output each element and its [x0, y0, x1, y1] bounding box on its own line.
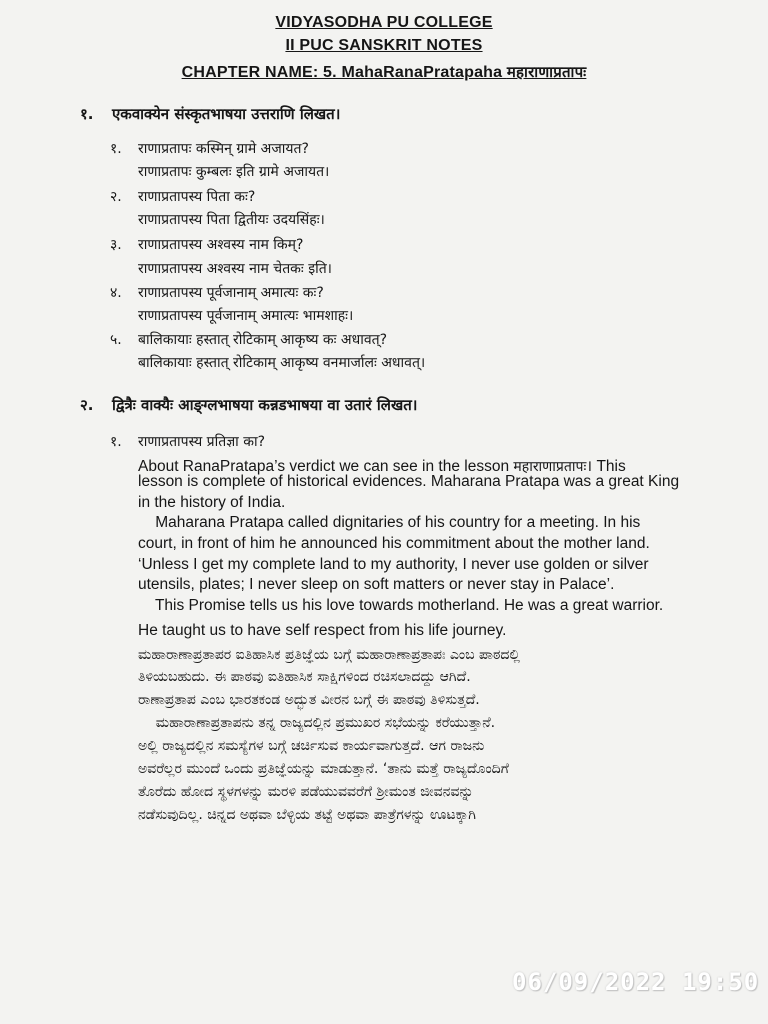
english-line: utensils, plates; I never sleep on soft matters or never stay in Palace’.: [138, 576, 615, 593]
chapter-title: [0, 62, 768, 82]
english-line: This Promise tells us his love towards motherland. He was a great warrior.: [138, 597, 664, 614]
kannada-line: ತಿಳಿಯಬಹುದು. ಈ ಪಾಠವು ಐತಿಹಾಸಿಕ ಸಾಕ್ಷಿಗಳಿಂದ ರಚಿಸಲಾದದ್ದು ಆಗಿದೆ.: [138, 669, 471, 685]
chapter-label: CHAPTER NAME: 5. MahaRanaPratapaha: [181, 64, 507, 81]
lesson-name: महाराणाप्रतापः: [513, 459, 587, 475]
section2-question: [110, 432, 265, 451]
answer-5: बालिकायाः हस्तात् रोटिकाम् आकृष्य वनमार्जालः अधावत्।: [138, 355, 426, 371]
answer-4: राणाप्रतापस्य पूर्वजानाम् अमात्यः भामशाहः।: [138, 308, 354, 324]
kannada-line: ಅಲ್ಲಿ ರಾಜ್ಯದಲ್ಲಿನ ಸಮಸ್ಯೆಗಳ ಬಗ್ಗೆ ಚರ್ಚಿಸುವ ಕಾರ್ಯವಾಗುತ್ತದೆ. ಆಗ ರಾಜನು: [138, 738, 485, 754]
english-line: court, in front of him he announced his commitment about the mother land.: [138, 535, 650, 552]
question-number: २.: [110, 189, 122, 205]
english-line: lesson is complete of historical evidences. Maharana Pratapa was a great King: [138, 473, 680, 490]
kannada-line: ಮಹಾರಾಣಾಪ್ರತಾಪನು ತನ್ನ ರಾಜ್ಯದಲ್ಲಿನ ಪ್ರಮುಖರ ಸಭೆಯನ್ನು ಕರೆಯುತ್ತಾನೆ.: [138, 715, 496, 731]
english-line: Maharana Pratapa called dignitaries of his country for a meeting. In his: [138, 514, 641, 531]
question-text: राणाप्रतापस्य अश्वस्य नाम किम्?: [138, 237, 304, 253]
section-number: १.: [80, 105, 94, 123]
question-text: राणाप्रतापस्य पूर्वजानाम् अमात्यः कः?: [138, 285, 324, 301]
question-number: १.: [110, 141, 122, 157]
english-line: He taught us to have self respect from his life journey.: [138, 622, 507, 639]
english-line: ‘Unless I get my complete land to my authority, I never use golden or silver: [138, 556, 649, 573]
kannada-line: ಮಹಾರಾಣಾಪ್ರತಾಪರ ಐತಿಹಾಸಿಕ ಪ್ರತಿಜ್ಞೆಯ ಬಗ್ಗೆ ಮಹಾರಾಣಾಪ್ರತಾಪಃ ಎಂಬ ಪಾಠದಲ್ಲಿ: [138, 647, 521, 663]
question-1: [110, 139, 309, 158]
english-text: । This: [586, 458, 626, 475]
question-number: ४.: [110, 285, 122, 301]
kannada-line: ಅವರೆಲ್ಲರ ಮುಂದೆ ಒಂದು ಪ್ರತಿಜ್ಞೆಯನ್ನು ಮಾಡುತ್ತಾನೆ. ‘ತಾನು ಮತ್ತೆ ರಾಜ್ಯದೊಂದಿಗೆ: [138, 761, 509, 777]
kannada-line: ತೊರೆದು ಹೋದ ಸ್ಥಳಗಳನ್ನು ಮರಳಿ ಪಡೆಯುವವರೆಗೆ ಶ್ರೀಮಂತ ಜೀವನವನ್ನು: [138, 784, 474, 800]
section-title: द्वित्रैः वाक्यैः आङ्ग्लभाषया कन्नडभाषया वा उतारं लिखत।: [112, 396, 418, 414]
english-text: About RanaPratapa’s verdict we can see in the lesson: [138, 458, 514, 475]
english-line: in the history of India.: [138, 494, 286, 511]
answer-3: राणाप्रतापस्य अश्वस्य नाम चेतकः इति।: [138, 261, 332, 277]
question-3: [110, 235, 304, 254]
photo-timestamp: 06/09/2022 19:50: [512, 968, 760, 996]
question-number: ५.: [110, 332, 122, 348]
answer-2: राणाप्रतापस्य पिता द्वितीयः उदयसिंहः।: [138, 212, 325, 228]
question-text: बालिकायाः हस्तात् रोटिकाम् आकृष्य कः अधावत्?: [138, 332, 388, 348]
subject-title: II PUC SANSKRIT NOTES: [285, 37, 483, 54]
question-text: राणाप्रतापस्य पिता कः?: [138, 189, 256, 205]
question-4: [110, 283, 324, 302]
question-5: [110, 330, 387, 349]
section-title: एकवाक्येन संस्कृतभाषया उत्तराणि लिखत।: [112, 105, 341, 123]
section2-heading: [80, 395, 417, 415]
question-text: राणाप्रतापः कस्मिन् ग्रामे अजायत?: [138, 141, 309, 157]
section1-heading: [80, 104, 340, 124]
question-2: [110, 187, 255, 206]
chapter-devanagari: महाराणाप्रतापः: [506, 63, 587, 81]
college-title: VIDYASODHA PU COLLEGE: [275, 14, 493, 31]
question-number: ३.: [110, 237, 122, 253]
question-number: १.: [110, 434, 122, 450]
answer-1: राणाप्रतापः कुम्बलः इति ग्रामे अजायत।: [138, 164, 330, 180]
section-number: २.: [80, 396, 94, 414]
question-text: राणाप्रतापस्य प्रतिज्ञा का?: [138, 434, 266, 450]
kannada-line: ನಡೆಸುವುದಿಲ್ಲ. ಚಿನ್ನದ ಅಥವಾ ಬೆಳ್ಳಿಯ ತಟ್ಟೆ ಅಥವಾ ಪಾತ್ರೆಗಳನ್ನು ಊಟಕ್ಕಾಗಿ: [138, 807, 476, 823]
kannada-line: ರಾಣಾಪ್ರತಾಪ ಎಂಬ ಭಾರತಕಂಡ ಅದ್ಭುತ ವೀರನ ಬಗ್ಗೆ ಈ ಪಾಠವು ತಿಳಿಸುತ್ತದೆ.: [138, 692, 480, 708]
